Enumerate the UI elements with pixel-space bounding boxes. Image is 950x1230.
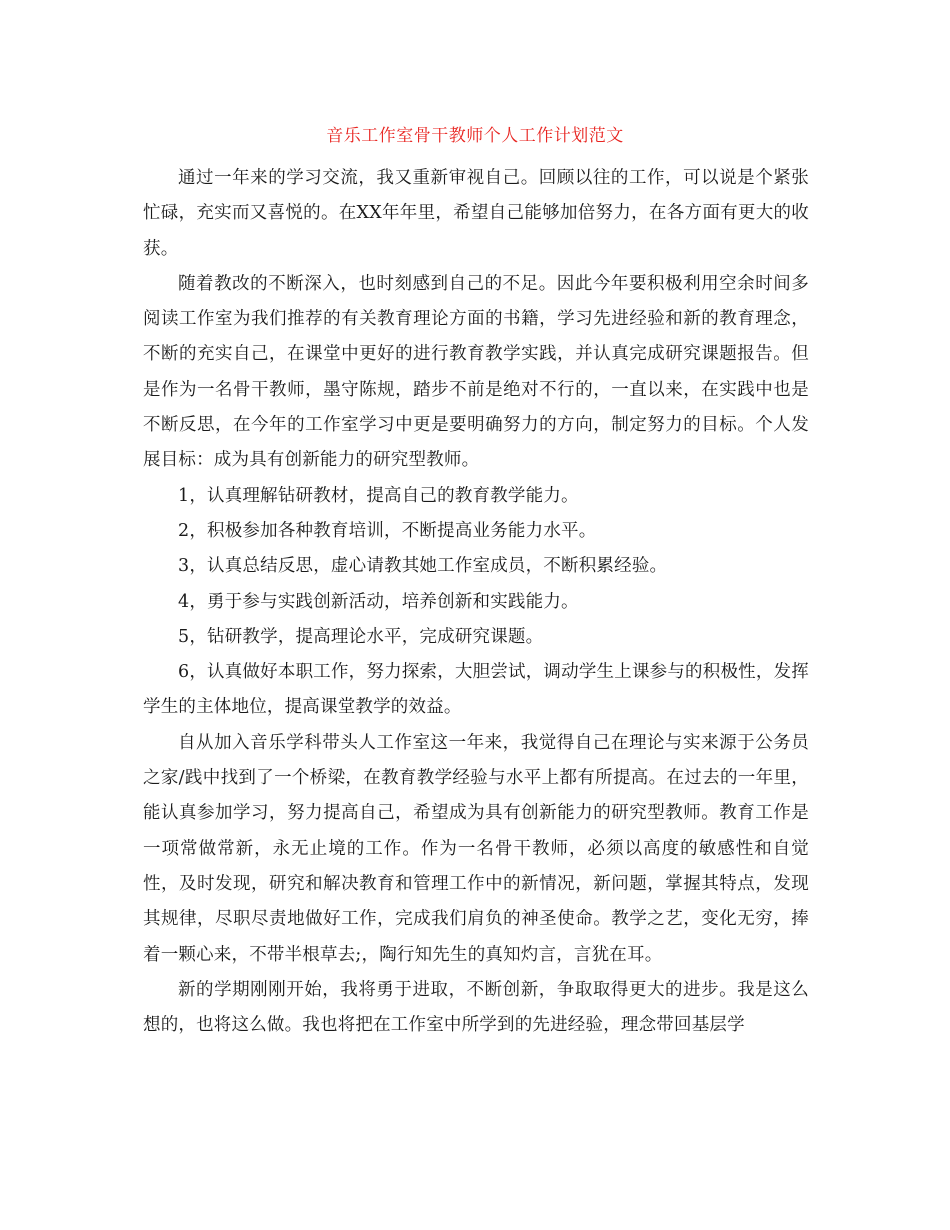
document-title: 音乐工作室骨干教师个人工作计划范文 [326, 126, 624, 146]
document-body [143, 161, 809, 1043]
goal-item-2: 2，积极参加各种教育培训，不断提高业务能力水平。 [178, 520, 597, 541]
goal-item-1: 1，认真理解钻研教材，提高自己的教育教学能力。 [178, 485, 579, 506]
goal-item-4: 4，勇于参与实践创新活动，培养创新和实践能力。 [178, 591, 579, 612]
paragraph-reflection: 随着教改的不断深入，也时刻感到自己的不足。因此今年要积极利用空余时间多阅读工作室为我们推荐的有关教育理论方面的书籍，学习先进经验和新的教育理念，不断的充实自己，在课堂中更好的进行教育教学实践，并认真完成研究课题报告。但是作为一名骨干教师，墨守陈规，踏步不前是绝对不行的，一直以来，在实践中也是不断反思，在今年的工作室学习中更是要明确努力的方向，制定努力的目标。个人发展目标：成为具有创新能力的研究型教师。 [143, 273, 809, 471]
paragraph-new-semester: 新的学期刚刚开始，我将勇于进取，不断创新，争取取得更大的进步。我是这么想的，也将这么做。我也将把在工作室中所学到的先进经验，理念带回基层学 [143, 979, 809, 1036]
paragraph-intro: 通过一年来的学习交流，我又重新审视自己。回顾以往的工作，可以说是个紧张忙碌，充实而又喜悦的。在XX年年里，希望自己能够加倍努力，在各方面有更大的收获。 [143, 168, 809, 259]
goal-item-3: 3，认真总结反思，虚心请教其她工作室成员，不断积累经验。 [178, 556, 668, 577]
goal-item-6: 6，认真做好本职工作，努力探索，大胆尝试，调动学生上课参与的积极性，发挥学生的主体地位，提高课堂教学的效益。 [143, 662, 809, 718]
paragraph-studio-experience: 自从加入音乐学科带头人工作室这一年来，我觉得自己在理论与实来源于公务员之家/践中找到了一个桥梁，在教育教学经验与水平上都有所提高。在过去的一年里，能认真参加学习，努力提高自己，希望成为具有创新能力的研究型教师。教育工作是一项常做常新，永无止境的工作。作为一名骨干教师，必须以高度的敏感性和自觉性，及时发现，研究和解决教育和管理工作中的新情况，新问题，掌握其特点，发现其规律，尽职尽责地做好工作，完成我们肩负的神圣使命。教学之艺，变化无穷，捧着一颗心来，不带半根草去;，陶行知先生的真知灼言，言犹在耳。 [143, 732, 809, 965]
goal-item-5: 5，钻研教学，提高理论水平，完成研究课题。 [178, 626, 544, 647]
